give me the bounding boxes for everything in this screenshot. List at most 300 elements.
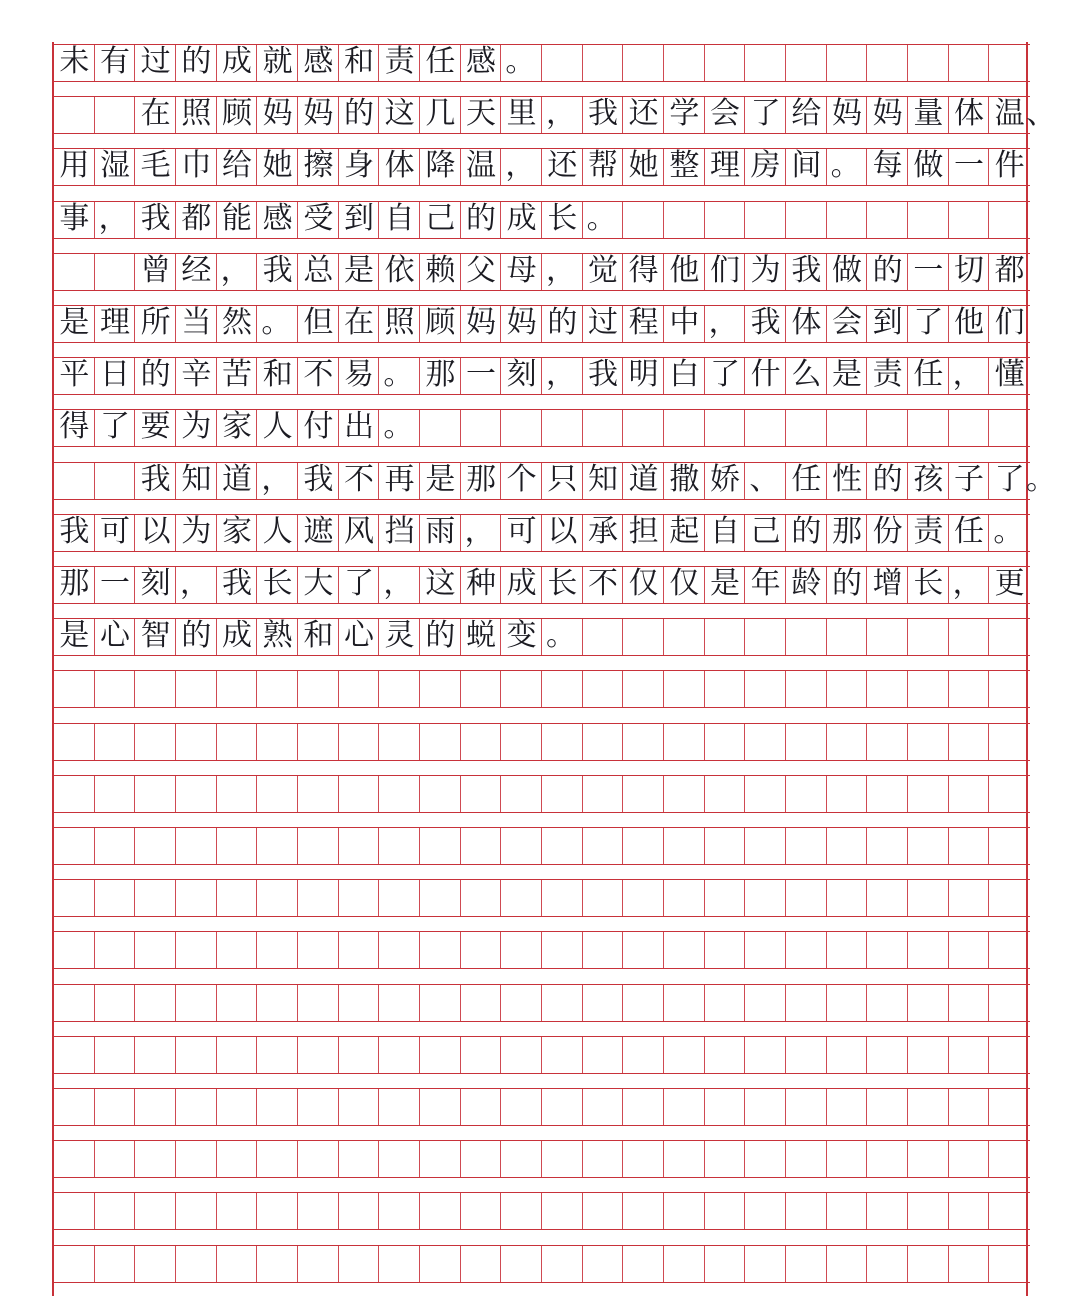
grid-row [54, 1192, 1030, 1230]
grid-cell [461, 1193, 502, 1229]
grid-cell [54, 410, 95, 446]
grid-cell [705, 45, 746, 81]
grid-cell [461, 463, 502, 499]
grid-cell [623, 45, 664, 81]
grid-cell [257, 149, 298, 185]
text-char: 成 [221, 44, 252, 79]
grid-cell [176, 306, 217, 342]
grid-cell [257, 1193, 298, 1229]
grid-cell [379, 306, 420, 342]
text-char: 撒 [669, 461, 700, 497]
grid-cell [867, 619, 908, 655]
text-char: 刻 [140, 566, 171, 601]
grid-cell [257, 828, 298, 864]
grid-cell [217, 985, 258, 1021]
grid-cell [379, 149, 420, 185]
grid-cell [176, 254, 217, 290]
text-char: 间 [791, 148, 822, 184]
grid-cell [339, 515, 380, 551]
margin-punctuation: 。 [1026, 461, 1056, 497]
grid-cell [217, 306, 258, 342]
grid-row [54, 305, 1030, 343]
grid-cell [379, 202, 420, 238]
grid-cell [745, 880, 786, 916]
grid-cell [501, 45, 542, 81]
grid-cell [664, 45, 705, 81]
grid-cell [339, 306, 380, 342]
text-char: 曾 [140, 252, 171, 288]
text-char: 程 [628, 305, 659, 340]
grid-cell [54, 932, 95, 968]
grid-cell [135, 202, 176, 238]
text-char: 的 [872, 252, 903, 288]
text-char: 子 [953, 461, 984, 497]
text-char: 中 [669, 305, 700, 340]
grid-cell [217, 1246, 258, 1282]
grid-cell [501, 724, 542, 760]
text-char: 什 [750, 357, 781, 393]
grid-cell [949, 306, 990, 342]
text-char: 顾 [425, 305, 456, 340]
text-char: 责 [913, 513, 944, 549]
grid-cell [583, 45, 624, 81]
grid-cell [461, 880, 502, 916]
grid-row [54, 827, 1030, 865]
grid-cell [298, 1089, 339, 1125]
grid-cell [135, 1193, 176, 1229]
text-char: 温 [465, 148, 496, 184]
grid-cell [420, 671, 461, 707]
grid-cell [786, 567, 827, 603]
grid-cell [867, 932, 908, 968]
grid-cell [827, 880, 868, 916]
grid-cell [827, 45, 868, 81]
grid-cell [135, 880, 176, 916]
grid-cell [867, 985, 908, 1021]
grid-cell [745, 202, 786, 238]
text-char: 就 [262, 44, 293, 79]
text-char: 当 [181, 305, 212, 340]
grid-cell [867, 410, 908, 446]
grid-cell [583, 619, 624, 655]
grid-cell [623, 1089, 664, 1125]
grid-cell [95, 45, 136, 81]
grid-cell [135, 149, 176, 185]
text-char: 得 [628, 252, 659, 288]
grid-cell [908, 202, 949, 238]
grid-cell [989, 776, 1030, 812]
grid-cell [176, 97, 217, 133]
grid-cell [583, 1141, 624, 1177]
grid-cell [827, 985, 868, 1021]
grid-row [54, 984, 1030, 1022]
grid-cell [54, 567, 95, 603]
grid-cell [54, 1037, 95, 1073]
grid-cell [705, 932, 746, 968]
text-char: 增 [872, 566, 903, 601]
grid-cell [705, 567, 746, 603]
grid-cell [867, 45, 908, 81]
grid-cell [461, 828, 502, 864]
grid-cell [664, 985, 705, 1021]
grid-cell [176, 724, 217, 760]
grid-cell [949, 1246, 990, 1282]
grid-cell [989, 515, 1030, 551]
grid-cell [461, 254, 502, 290]
grid-cell [827, 202, 868, 238]
grid-cell [989, 1246, 1030, 1282]
text-char: 起 [669, 513, 700, 549]
grid-cell [583, 515, 624, 551]
grid-cell [95, 1037, 136, 1073]
grid-cell [623, 463, 664, 499]
grid-row [54, 514, 1030, 552]
grid-cell [339, 619, 380, 655]
grid-cell [867, 202, 908, 238]
grid-cell [95, 671, 136, 707]
text-char: 孩 [913, 461, 944, 497]
grid-cell [135, 97, 176, 133]
grid-cell [908, 828, 949, 864]
grid-cell [95, 410, 136, 446]
text-char: 己 [425, 200, 456, 236]
grid-row [54, 409, 1030, 447]
grid-cell [54, 1141, 95, 1177]
grid-cell [664, 254, 705, 290]
grid-cell [420, 1193, 461, 1229]
grid-cell [95, 1193, 136, 1229]
grid-cell [745, 97, 786, 133]
text-char: 不 [587, 566, 618, 601]
grid-cell [217, 202, 258, 238]
grid-cell [908, 306, 949, 342]
grid-cell [298, 45, 339, 81]
text-char: 和 [303, 618, 334, 654]
grid-cell [420, 97, 461, 133]
grid-cell [827, 1141, 868, 1177]
grid-cell [217, 149, 258, 185]
grid-cell [908, 515, 949, 551]
grid-cell [135, 828, 176, 864]
grid-cell [867, 1193, 908, 1229]
grid-cell [135, 932, 176, 968]
grid-cell [54, 306, 95, 342]
grid-cell [908, 724, 949, 760]
grid-cell [298, 1141, 339, 1177]
text-char: 的 [425, 618, 456, 654]
grid-cell [583, 202, 624, 238]
grid-cell [339, 880, 380, 916]
text-char: 里 [506, 96, 537, 132]
grid-cell [867, 1037, 908, 1073]
grid-cell [583, 776, 624, 812]
punctuation-char: 。 [586, 200, 617, 236]
grid-cell [298, 358, 339, 394]
grid-cell [298, 985, 339, 1021]
text-char: 们 [994, 305, 1025, 340]
text-char: 那 [425, 357, 456, 393]
grid-cell [786, 724, 827, 760]
grid-cell [501, 567, 542, 603]
text-char: 那 [465, 461, 496, 497]
grid-cell [379, 1037, 420, 1073]
grid-cell [623, 1246, 664, 1282]
grid-cell [95, 1089, 136, 1125]
grid-cell [949, 149, 990, 185]
grid-cell [786, 1141, 827, 1177]
grid-cell [217, 1141, 258, 1177]
grid-cell [745, 358, 786, 394]
text-char: 给 [791, 96, 822, 132]
grid-cell [583, 828, 624, 864]
grid-cell [54, 463, 95, 499]
grid-cell [379, 671, 420, 707]
grid-cell [542, 776, 583, 812]
text-char: 用 [59, 148, 90, 184]
grid-cell [786, 45, 827, 81]
grid-cell [339, 1246, 380, 1282]
text-char: 成 [221, 618, 252, 654]
text-char: 几 [425, 96, 456, 132]
grid-cell [379, 1193, 420, 1229]
grid-row [54, 775, 1030, 813]
grid-cell [461, 45, 502, 81]
text-char: 我 [262, 252, 293, 288]
grid-cell [339, 45, 380, 81]
text-char: 那 [831, 513, 862, 549]
grid-cell [949, 1193, 990, 1229]
text-char: 人 [262, 409, 293, 445]
grid-cell [379, 97, 420, 133]
grid-cell [176, 1037, 217, 1073]
punctuation-char: ， [383, 566, 414, 601]
text-char: 妈 [303, 96, 334, 132]
grid-cell [705, 515, 746, 551]
punctuation-char: ， [464, 513, 495, 549]
text-char: 是 [59, 618, 90, 654]
grid-cell [339, 932, 380, 968]
grid-cell [745, 410, 786, 446]
grid-cell [745, 1089, 786, 1125]
grid-cell [257, 306, 298, 342]
grid-cell [664, 410, 705, 446]
grid-cell [176, 1141, 217, 1177]
text-char: 己 [750, 513, 781, 549]
grid-cell [217, 619, 258, 655]
grid-cell [54, 724, 95, 760]
grid-cell [989, 724, 1030, 760]
grid-cell [95, 97, 136, 133]
text-char: 学 [669, 96, 700, 132]
text-char: 照 [384, 305, 415, 340]
text-char: 会 [709, 96, 740, 132]
grid-cell [257, 880, 298, 916]
grid-cell [542, 985, 583, 1021]
text-char: 的 [343, 96, 374, 132]
text-char: 我 [587, 357, 618, 393]
grid-cell [664, 932, 705, 968]
text-char: 再 [384, 461, 415, 497]
grid-cell [949, 828, 990, 864]
text-char: 为 [750, 252, 781, 288]
text-char: 受 [303, 200, 334, 236]
text-char: 有 [99, 44, 130, 79]
grid-cell [501, 358, 542, 394]
grid-cell [339, 202, 380, 238]
grid-cell [379, 932, 420, 968]
text-char: 个 [506, 461, 537, 497]
text-char: 雨 [425, 513, 456, 549]
text-char: 娇 [709, 461, 740, 497]
grid-cell [989, 358, 1030, 394]
grid-cell [217, 1037, 258, 1073]
grid-cell [135, 463, 176, 499]
grid-cell [664, 828, 705, 864]
grid-cell [542, 1089, 583, 1125]
grid-cell [908, 671, 949, 707]
text-char: 他 [669, 252, 700, 288]
grid-cell [705, 619, 746, 655]
grid-cell [705, 828, 746, 864]
grid-cell [420, 202, 461, 238]
text-char: 理 [709, 148, 740, 184]
grid-cell [257, 1141, 298, 1177]
grid-cell [623, 828, 664, 864]
grid-cell [54, 776, 95, 812]
grid-cell [54, 45, 95, 81]
grid-cell [542, 515, 583, 551]
grid-cell [786, 1089, 827, 1125]
text-char: 挡 [384, 513, 415, 549]
text-char: 我 [59, 513, 90, 549]
punctuation-char: 。 [993, 513, 1024, 549]
text-char: 这 [425, 566, 456, 601]
grid-cell [54, 880, 95, 916]
grid-cell [705, 1246, 746, 1282]
text-char: 所 [140, 305, 171, 340]
grid-cell [298, 515, 339, 551]
text-char: 出 [343, 409, 374, 445]
text-char: 经 [181, 252, 212, 288]
grid-cell [379, 724, 420, 760]
grid-cell [461, 776, 502, 812]
grid-cell [298, 410, 339, 446]
grid-cell [949, 254, 990, 290]
text-char: 她 [628, 148, 659, 184]
grid-cell [745, 932, 786, 968]
grid-cell [95, 358, 136, 394]
grid-cell [745, 619, 786, 655]
text-char: 切 [953, 252, 984, 288]
text-char: 了 [913, 305, 944, 340]
text-char: 擦 [303, 148, 334, 184]
grid-cell [989, 567, 1030, 603]
grid-cell [420, 463, 461, 499]
grid-cell [135, 619, 176, 655]
grid-cell [908, 1246, 949, 1282]
grid-cell [623, 619, 664, 655]
grid-cell [379, 254, 420, 290]
text-char: 件 [994, 148, 1025, 184]
grid-cell [745, 1037, 786, 1073]
grid-cell [501, 463, 542, 499]
grid-cell [542, 306, 583, 342]
text-char: 顾 [221, 96, 252, 132]
grid-cell [298, 149, 339, 185]
grid-cell [705, 776, 746, 812]
grid-cell [908, 985, 949, 1021]
grid-cell [176, 567, 217, 603]
grid-cell [501, 985, 542, 1021]
grid-row [54, 44, 1030, 82]
grid-cell [298, 567, 339, 603]
grid-cell [745, 45, 786, 81]
punctuation-char: 。 [383, 357, 414, 393]
grid-cell [583, 1193, 624, 1229]
grid-cell [95, 1246, 136, 1282]
text-char: 到 [343, 200, 374, 236]
grid-cell [54, 619, 95, 655]
grid-cell [949, 776, 990, 812]
text-char: 为 [181, 513, 212, 549]
grid-cell [176, 828, 217, 864]
grid-row [54, 253, 1030, 291]
grid-cell [908, 776, 949, 812]
grid-cell [949, 1141, 990, 1177]
grid-cell [135, 671, 176, 707]
punctuation-char: 。 [505, 44, 536, 79]
grid-cell [379, 410, 420, 446]
grid-cell [420, 149, 461, 185]
grid-cell [257, 985, 298, 1021]
grid-cell [217, 463, 258, 499]
grid-cell [257, 1089, 298, 1125]
grid-cell [339, 671, 380, 707]
text-char: 成 [506, 566, 537, 601]
text-char: 了 [99, 409, 130, 445]
text-char: 知 [181, 461, 212, 497]
grid-cell [257, 358, 298, 394]
grid-cell [501, 1246, 542, 1282]
text-char: 人 [262, 513, 293, 549]
grid-cell [583, 463, 624, 499]
text-char: 做 [913, 148, 944, 184]
text-char: 都 [181, 200, 212, 236]
composition-grid-paper [52, 42, 1056, 1296]
grid-cell [54, 202, 95, 238]
grid-cell [664, 97, 705, 133]
grid-row [54, 201, 1030, 239]
text-char: 家 [221, 409, 252, 445]
grid-cell [542, 1246, 583, 1282]
grid-cell [339, 567, 380, 603]
text-char: 我 [221, 566, 252, 601]
text-char: 是 [343, 252, 374, 288]
grid-cell [176, 619, 217, 655]
text-char: 家 [221, 513, 252, 549]
grid-cell [583, 254, 624, 290]
text-char: 这 [384, 96, 415, 132]
grid-cell [745, 306, 786, 342]
grid-cell [461, 1037, 502, 1073]
text-char: 给 [221, 148, 252, 184]
grid-cell [908, 1141, 949, 1177]
grid-cell [949, 97, 990, 133]
grid-cell [542, 45, 583, 81]
grid-cell [420, 932, 461, 968]
grid-cell [827, 619, 868, 655]
text-char: 整 [669, 148, 700, 184]
